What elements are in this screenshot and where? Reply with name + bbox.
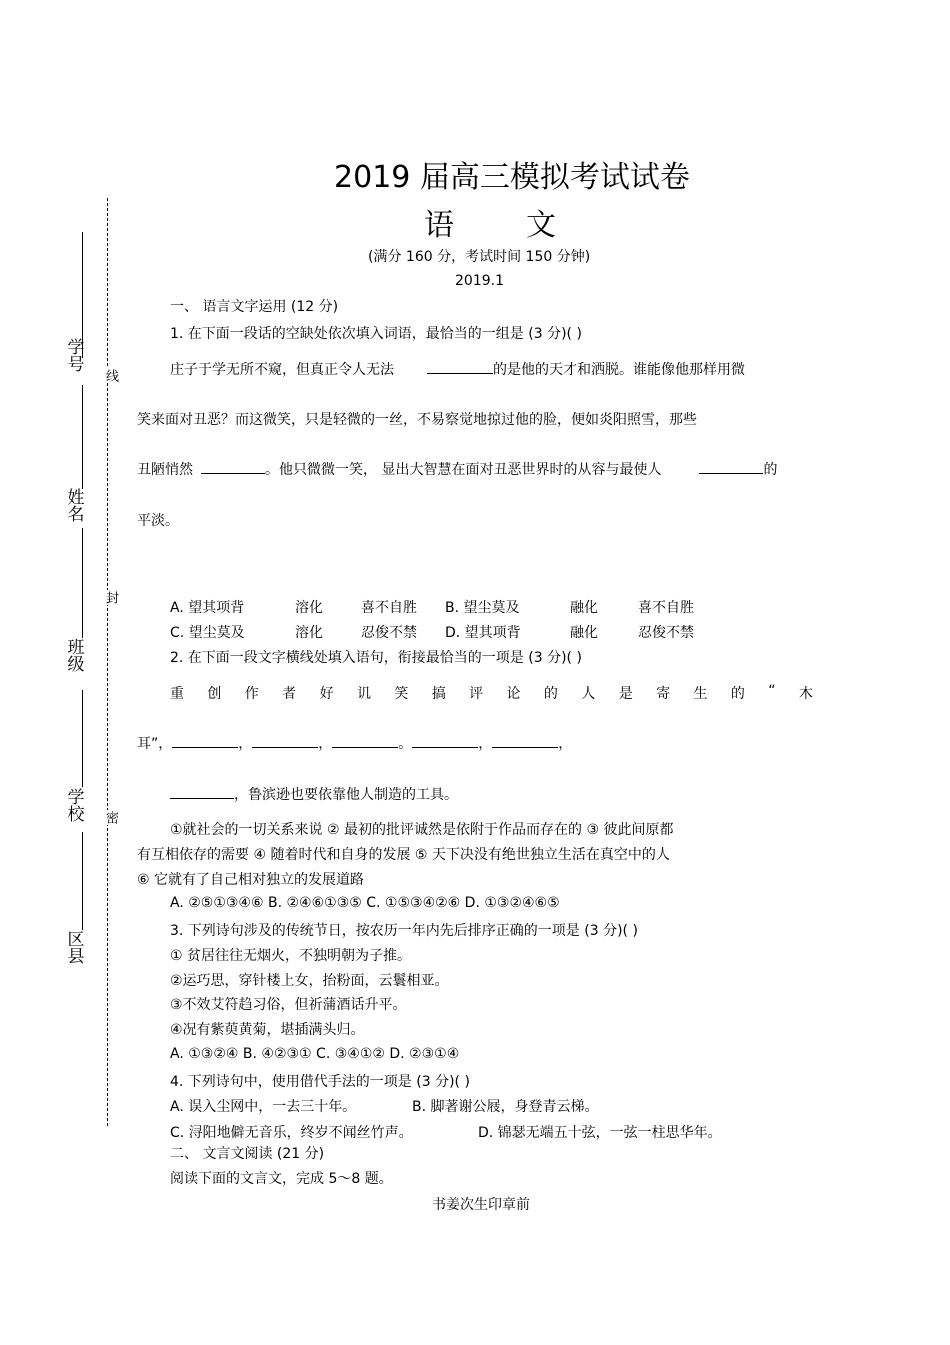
q2-blank-1 [172, 733, 238, 748]
q2-char: 者 [282, 686, 297, 702]
q2-blank-5 [492, 733, 558, 748]
q1-option-b: B. 望尘莫及 [445, 600, 520, 616]
binding-mark-secret: 密 [103, 811, 118, 824]
school-line [82, 690, 83, 787]
q1-option-b-word3: 喜不自胜 [638, 600, 694, 616]
q4-option-d: D. 锦瑟无端五十弦，一弦一柱思华年。 [478, 1125, 722, 1141]
q3-line-1: ① 贫居往往无烟火，不独明朝为子推。 [170, 948, 411, 964]
q3-line-3: ③不效艾符趋习俗，但祈蒲酒话升平。 [170, 997, 407, 1013]
section-2-intro: 阅读下面的文言文，完成 5～8 题。 [170, 1171, 393, 1187]
q2-char: 讥 [356, 686, 371, 702]
q3-options: A. ①③②④ B. ④②③① C. ③④①② D. ②③①④ [170, 1046, 460, 1062]
q1-option-a-word3: 喜不自胜 [361, 600, 417, 616]
q1-passage-line-1: 庄子于学无所不窥，但真正令人无法 的是他的天才和洒脱。谁能像他那样用微 [170, 359, 745, 379]
q1-option-c-word3: 忍俊不禁 [361, 625, 417, 641]
q2-char: 是 [618, 686, 633, 702]
q4-option-c: C. 浔阳地僻无音乐，终岁不闻丝竹声。 [170, 1125, 413, 1141]
binding-mark-seal: 封 [103, 591, 118, 604]
q2-items-line-2: 有互相依存的需要 ④ 随着时代和自身的发展 ⑤ 天下决没有绝世独立生活在真空中的人 [137, 847, 670, 863]
q2-stem: 2. 在下面一段文字横线处填入语句，衔接最恰当的一项是 (3 分)( ) [170, 650, 582, 666]
subject-char-1: 语 [424, 208, 454, 243]
q2-passage-line-2: 耳”， ， ， 。 ， ， [137, 733, 572, 753]
q1-option-c: C. 望尘莫及 [170, 625, 245, 641]
q2-char: 的 [730, 686, 745, 702]
q1-blank-1 [427, 359, 493, 374]
q1-option-c-word2: 溶化 [295, 625, 323, 641]
exam-title: 2019 届高三模拟考试试卷 [334, 160, 690, 195]
q2-blank-6 [170, 784, 234, 799]
q2-options: A. ②⑤①③④⑥ B. ②④⑥①③⑤ C. ①⑤③④②⑥ D. ①③②④⑥⑤ [170, 895, 560, 911]
class-label: 班级 [63, 638, 84, 672]
name-label: 姓名 [63, 488, 84, 522]
q2-char: 搞 [431, 686, 446, 702]
q3-stem: 3. 下列诗句涉及的传统节日，按农历一年内先后排序正确的一项是 (3 分)( ) [170, 923, 638, 939]
q1-option-d: D. 望其项背 [445, 625, 521, 641]
q1-passage-line-4: 平淡。 [137, 513, 179, 529]
q1-option-a-word2: 溶化 [295, 600, 323, 616]
section-2-heading: 二、 文言文阅读 (21 分) [170, 1146, 325, 1162]
q2-char: 人 [581, 686, 596, 702]
q3-line-2: ②运巧思，穿针楼上女，抬粉面，云鬟相亚。 [170, 973, 449, 989]
q4-stem: 4. 下列诗句中，使用借代手法的一项是 (3 分)( ) [170, 1074, 470, 1090]
q2-char: 评 [469, 686, 484, 702]
student-id-label: 学号 [63, 338, 84, 372]
q3-line-4: ④况有紫萸黄菊，堪插满头归。 [170, 1022, 365, 1038]
exam-date: 2019.1 [455, 273, 504, 289]
q2-items-line-3: ⑥ 它就有了自己相对独立的发展道路 [137, 872, 365, 888]
school-label: 学校 [63, 788, 84, 822]
q4-option-b: B. 脚著谢公屐，身登青云梯。 [412, 1099, 599, 1115]
q2-char: 生 [693, 686, 708, 702]
q2-blank-2 [252, 733, 318, 748]
district-label: 区县 [63, 930, 84, 964]
subject-char-2: 文 [526, 208, 556, 243]
q2-char: 笑 [394, 686, 409, 702]
q2-char: 木 [798, 686, 813, 702]
binding-dashed-line [107, 198, 108, 1126]
q2-char: 重 [170, 686, 184, 702]
q2-char: “ [768, 683, 776, 699]
q1-blank-2 [201, 459, 265, 474]
q2-char: 寄 [656, 686, 671, 702]
q2-blank-4 [412, 733, 478, 748]
passage-title: 书姜次生印章前 [432, 1197, 530, 1213]
q1-option-b-word2: 融化 [570, 600, 598, 616]
q2-char: 作 [244, 686, 259, 702]
section-1-heading: 一、 语言文字运用 (12 分) [170, 299, 339, 315]
name-line [82, 385, 83, 489]
q1-passage-line-2: 笑来面对丑恶？而这微笑，只是轻微的一丝，不易察觉地掠过他的脸，便如炎阳照雪，那些 [137, 412, 697, 428]
binding-mark-line: 线 [103, 369, 118, 382]
q1-option-a: A. 望其项背 [170, 600, 245, 616]
q4-option-a: A. 误入尘网中，一去三十年。 [170, 1099, 357, 1115]
q2-char: 创 [207, 686, 222, 702]
q2-char: 论 [506, 686, 521, 702]
q1-blank-3 [699, 459, 763, 474]
q2-passage-line-3: ，鲁滨逊也要依靠他人制造的工具。 [170, 784, 458, 804]
q2-char: 好 [319, 686, 334, 702]
q2-items-line-1: ①就社会的一切关系来说 ② 最初的批评诚然是依附于作品而存在的 ③ 彼此间原都 [170, 822, 674, 838]
q1-passage-line-3: 丑陋悄然 。他只微微一笑， 显出大智慧在面对丑恶世界时的从容与最使人 的 [137, 459, 777, 479]
q1-option-d-word3: 忍俊不禁 [638, 625, 694, 641]
q2-char: 的 [543, 686, 558, 702]
exam-info: (满分 160 分，考试时间 150 分钟) [368, 249, 591, 265]
q1-stem: 1. 在下面一段话的空缺处依次填入词语，最恰当的一组是 (3 分)( ) [170, 326, 582, 342]
q2-passage-line-1 [170, 683, 813, 703]
q2-blank-3 [332, 733, 398, 748]
district-line [82, 832, 83, 930]
q1-option-d-word2: 融化 [570, 625, 598, 641]
class-line [82, 528, 83, 638]
